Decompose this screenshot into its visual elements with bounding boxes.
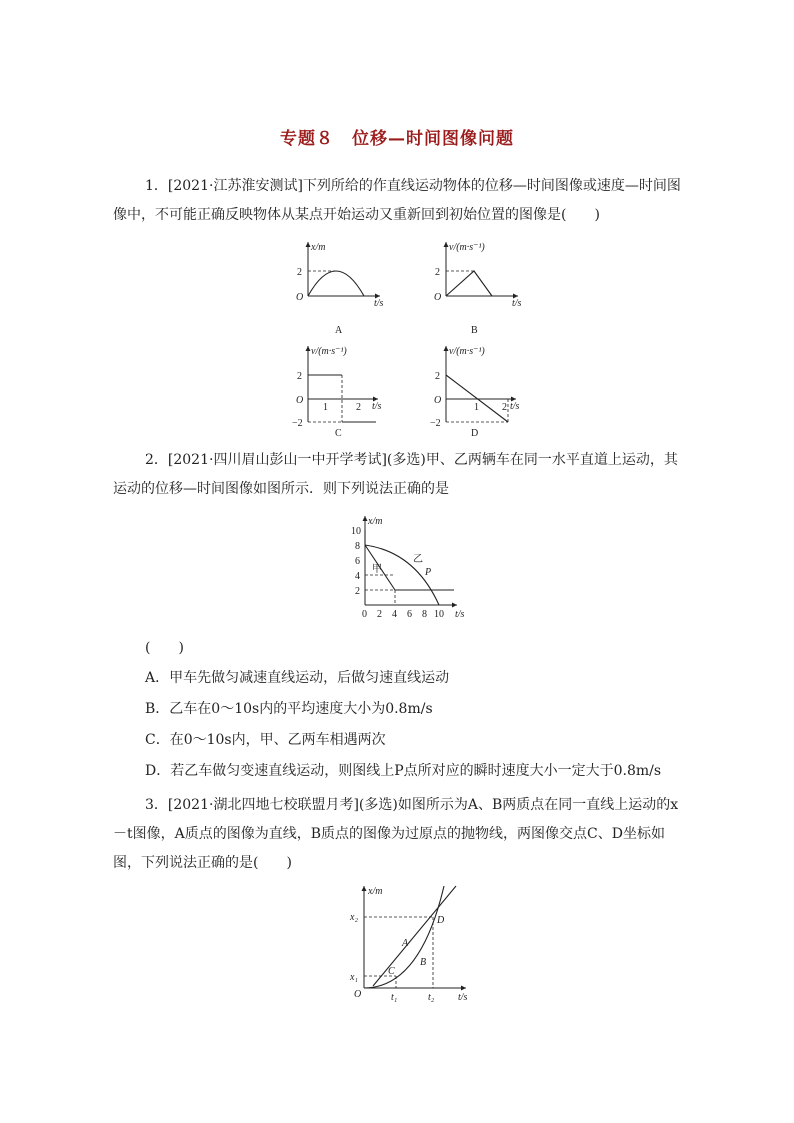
y-axis-label: v/(m·s⁻¹)	[449, 346, 485, 357]
origin-label: O	[296, 395, 304, 406]
y-tick: 8	[355, 541, 360, 552]
x-tick: 4	[392, 609, 397, 620]
x-tick: 2	[502, 402, 507, 413]
q1-graph-d	[428, 342, 538, 442]
x-axis-label: t/s	[374, 298, 384, 309]
x-tick: 1	[323, 402, 328, 413]
jia-label: 甲	[372, 564, 382, 575]
x1-label: x₁	[350, 972, 358, 983]
b-label: B	[420, 957, 427, 968]
q3-graph	[338, 882, 478, 1007]
graph-caption: B	[471, 325, 478, 336]
x-axis-label: t/s	[458, 992, 468, 1003]
x-tick: 2	[377, 609, 382, 620]
question-3-text: 3．[2021·湖北四地七校联盟月考](多选)如图所示为A、B两质点在同一直线上运动的x－t图像，A质点的图像为直线，B质点的图像为过原点的抛物线，两图像交点C、D坐标如图，下列说法正确的是( )	[113, 797, 679, 871]
x-axis-label: t/s	[372, 401, 382, 412]
y-tick: 2	[297, 371, 302, 382]
y-axis-label: v/(m·s⁻¹)	[311, 346, 347, 357]
t1-label: t₁	[391, 992, 398, 1003]
x-tick: 2	[356, 402, 361, 413]
y-tick: 2	[435, 267, 440, 278]
y-tick: 2	[355, 586, 360, 597]
a-label: A	[402, 938, 409, 949]
x-tick: 0	[362, 609, 367, 620]
y-tick: 6	[355, 556, 360, 567]
x-axis-label: t/s	[512, 298, 522, 309]
line-a	[373, 886, 456, 986]
q2-graph	[345, 512, 475, 627]
origin-label: O	[434, 395, 442, 406]
x-tick: 10	[434, 609, 444, 620]
t2-label: t₂	[428, 992, 435, 1003]
graph-caption: A	[335, 325, 343, 336]
option-c: C．在0～10s内，甲、乙两车相遇两次	[145, 732, 386, 748]
y-axis-label: x/m	[311, 242, 326, 253]
x-tick: 6	[407, 609, 412, 620]
question-2-text: 2．[2021·四川眉山彭山一中开学考试](多选)甲、乙两辆车在同一水平直道上运动，其运动的位移—时间图像如图所示．则下列说法正确的是	[113, 452, 678, 497]
yi-label: 乙	[413, 554, 423, 565]
y-tick: −2	[430, 418, 441, 429]
y-tick: 10	[351, 526, 361, 537]
graph-caption: D	[471, 428, 479, 439]
option-d: D．若乙车做匀变速直线运动，则图线上P点所对应的瞬时速度大小一定大于0.8m/s	[145, 763, 662, 779]
question-1-text: 1．[2021·江苏淮安测试]下列所给的作直线运动物体的位移—时间图像或速度—时间图像中，不可能正确反映物体从某点开始运动又重新回到初始位置的图像是( )	[113, 178, 681, 223]
y-tick: 2	[435, 371, 440, 382]
parabola-b	[364, 886, 444, 988]
y-tick: 2	[297, 267, 302, 278]
graph-caption: C	[335, 428, 342, 439]
x-axis-label: t/s	[510, 401, 520, 412]
y-tick: 4	[355, 571, 360, 582]
y-axis-label: x/m	[368, 886, 383, 897]
answer-parenthesis: ( )	[145, 640, 184, 656]
x-tick: 1	[474, 402, 479, 413]
origin-label: O	[434, 292, 442, 303]
q1-graph-a	[290, 238, 400, 338]
option-b: B．乙车在0～10s内的平均速度大小为0.8m/s	[145, 701, 433, 717]
y-axis-label: x/m	[368, 516, 383, 527]
p-label: P	[425, 567, 432, 578]
x2-label: x₂	[350, 912, 358, 923]
origin-label: O	[354, 989, 362, 1000]
x-axis-label: t/s	[455, 609, 465, 620]
q1-graph-b	[428, 238, 538, 338]
y-axis-label: v/(m·s⁻¹)	[449, 242, 485, 253]
velocity-line	[446, 271, 492, 296]
y-tick: −2	[292, 418, 303, 429]
origin-label: O	[296, 292, 304, 303]
x-tick: 8	[422, 609, 427, 620]
displacement-curve	[308, 271, 364, 296]
d-label: D	[437, 915, 445, 926]
page-title: 专题８ 位移—时间图像问题	[280, 129, 514, 149]
q1-graph-c	[290, 342, 400, 442]
option-a: A．甲车先做匀减速直线运动，后做匀速直线运动	[145, 670, 450, 686]
c-label: C	[388, 966, 395, 977]
